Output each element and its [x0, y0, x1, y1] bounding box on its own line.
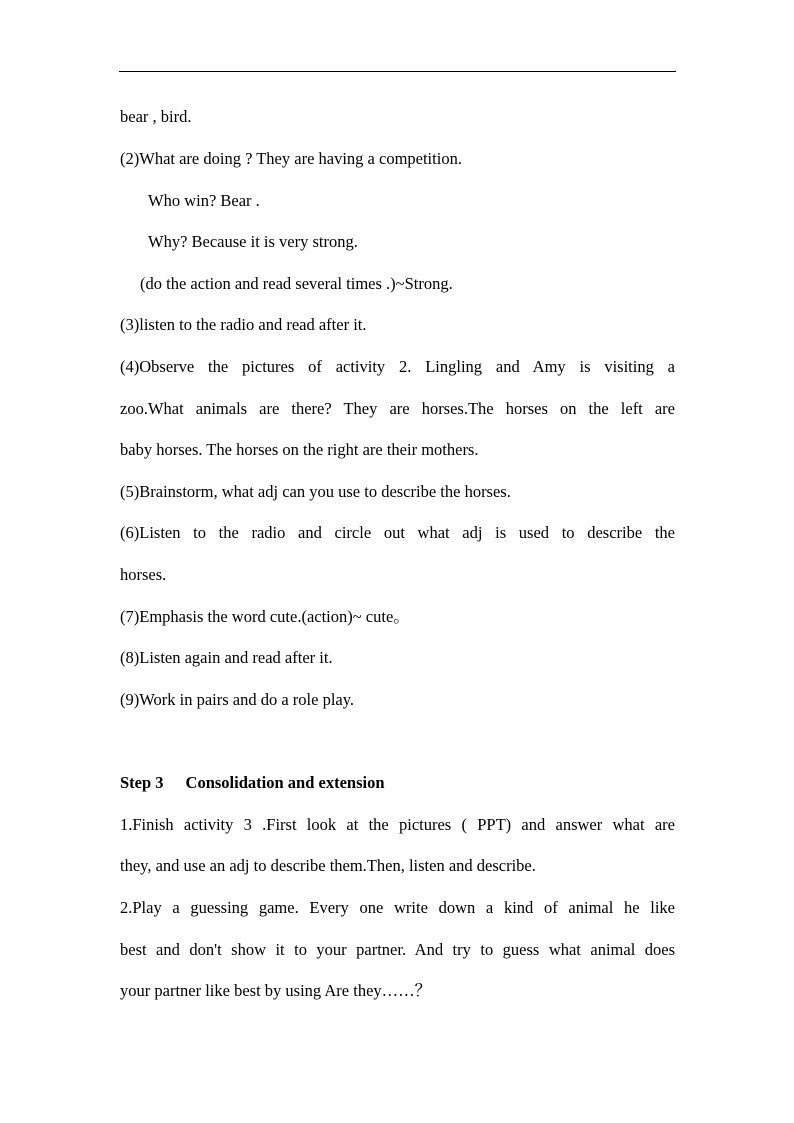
text-line: (do the action and read several times .)~Strong. — [140, 274, 453, 293]
header-rule — [119, 71, 676, 72]
text-line: baby horses. The horses on the right are their mothers. — [120, 440, 479, 459]
text-line: (4)Observe the pictures of activity 2. Lingling and Amy is visiting a — [120, 357, 675, 376]
step-title: Consolidation and extension — [185, 773, 385, 792]
text-line: 1.Finish activity 3 .First look at the pictures ( PPT) and answer what are — [120, 815, 675, 834]
text-line: (6)Listen to the radio and circle out what adj is used to describe the — [120, 523, 675, 542]
text-line: (8)Listen again and read after it. — [120, 648, 333, 667]
text-line: they, and use an adj to describe them.Then, listen and describe. — [120, 856, 536, 875]
text-line: 2.Play a guessing game. Every one write down a kind of animal he like — [120, 898, 675, 917]
text-line: (2)What are doing ? They are having a competition. — [120, 149, 462, 168]
step-label: Step 3 — [120, 773, 164, 792]
text-line: bear , bird. — [120, 107, 192, 126]
text-line: (7)Emphasis the word cute.(action)~ cute。 — [120, 607, 410, 626]
text-line: (5)Brainstorm, what adj can you use to describe the horses. — [120, 482, 511, 501]
text-line: Why? Because it is very strong. — [148, 232, 358, 251]
text-line: horses. — [120, 565, 167, 584]
text-line: (3)listen to the radio and read after it. — [120, 315, 367, 334]
text-line: your partner like best by using Are they……？ — [120, 981, 432, 1000]
text-line: (9)Work in pairs and do a role play. — [120, 690, 355, 709]
text-line: zoo.What animals are there? They are horses.The horses on the left are — [120, 399, 675, 418]
section-heading — [120, 773, 385, 793]
text-line: Who win? Bear . — [148, 191, 260, 210]
text-line: best and don't show it to your partner. And try to guess what animal does — [120, 940, 675, 959]
